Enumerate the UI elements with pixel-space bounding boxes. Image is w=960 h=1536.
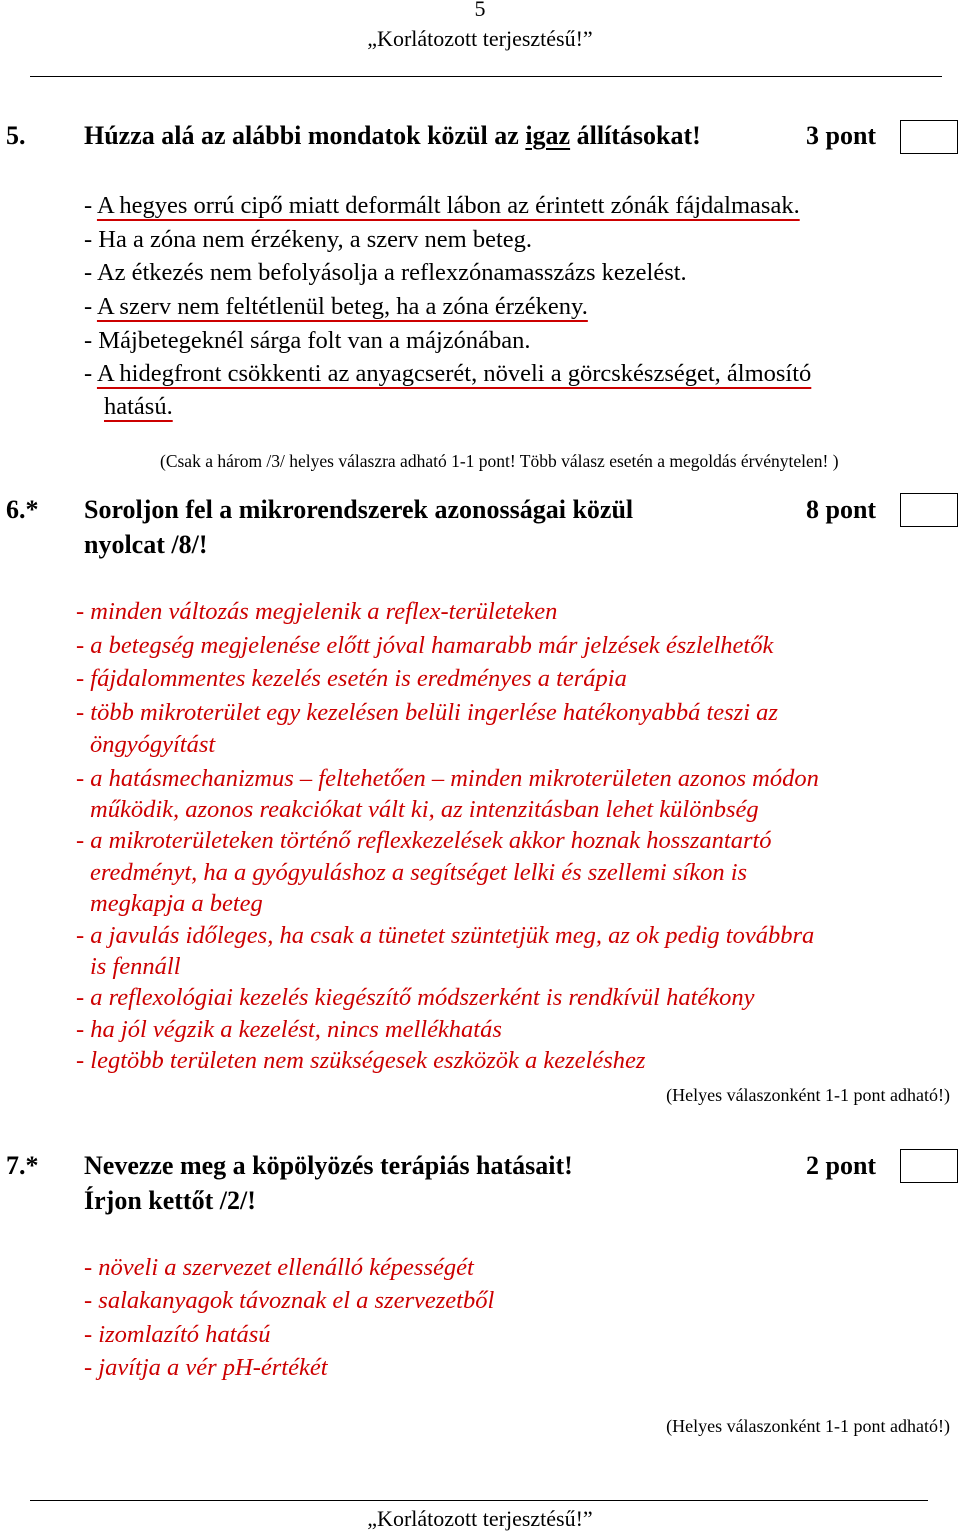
q5-statement-continuation: hatású. — [104, 393, 173, 420]
q7-title-line2: Írjon kettőt /2/! — [84, 1186, 256, 1215]
q7-answer-line: - növeli a szervezet ellenálló képességét — [84, 1254, 474, 1281]
q6-score-box[interactable] — [900, 493, 958, 527]
header-restricted-notice: „Korlátozott terjesztésű!” — [367, 26, 593, 51]
q6-title-line2: nyolcat /8/! — [84, 530, 208, 559]
q5-title-key: igaz — [525, 121, 571, 150]
q6-answer-line: - több mikroterület egy kezelésen belüli ingerlése hatékonyabbá teszi az — [76, 699, 778, 726]
q7-answer-line: - javítja a vér pH-értékét — [84, 1354, 328, 1381]
q6-points: 8 pont — [806, 495, 877, 524]
q5-statement: - A hegyes orrú cipő miatt deformált lábon az érintett zónák fájdalmasak. — [84, 192, 800, 219]
q5-statement: - Májbetegeknél sárga folt van a májzónában. — [84, 327, 531, 354]
q6-answer-line: - a hatásmechanizmus – feltehetően – minden mikroterületen azonos módon — [76, 765, 819, 792]
q7-score-box[interactable] — [900, 1149, 958, 1183]
q6-number: 6.* — [6, 495, 39, 524]
q7-answer-line: - salakanyagok távoznak el a szervezetből — [84, 1287, 495, 1314]
q5-statement: - Az étkezés nem befolyásolja a reflexzónamasszázs kezelést. — [84, 259, 687, 286]
q7-number: 7.* — [6, 1151, 39, 1180]
q6-answer-line: - legtöbb területen nem szükségesek eszközök a kezeléshez — [76, 1047, 646, 1074]
q5-title-after: állításokat! — [570, 121, 701, 150]
q5-statement: - A szerv nem feltétlenül beteg, ha a zóna érzékeny. — [84, 293, 588, 320]
q6-answer-line: öngyógyítást — [90, 731, 216, 758]
header-rule — [30, 76, 942, 77]
q7-note: (Helyes válaszonként 1-1 pont adható!) — [666, 1416, 950, 1436]
q5-statement: - A hidegfront csökkenti az anyagcserét, növeli a görcskészséget, álmosító — [84, 360, 812, 387]
q7-answer-line: - izomlazító hatású — [84, 1321, 271, 1348]
footer-rule — [30, 1500, 928, 1501]
q5-title-before: Húzza alá az alábbi mondatok közül az — [84, 121, 526, 150]
footer-restricted-notice: „Korlátozott terjesztésű!” — [367, 1506, 593, 1531]
q6-answer-line: - a javulás időleges, ha csak a tünetet szüntetjük meg, az ok pedig továbbra — [76, 922, 815, 949]
q6-answer-line: működik, azonos reakciókat vált ki, az intenzitásban lehet különbség — [90, 796, 759, 823]
q6-answer-line: megkapja a beteg — [90, 890, 263, 917]
page-number: 5 — [474, 0, 486, 21]
q6-answer-line: is fennáll — [90, 953, 181, 980]
q6-answer-line: - a reflexológiai kezelés kiegészítő módszerként is rendkívül hatékony — [76, 984, 755, 1011]
q6-answer-line: - fájdalommentes kezelés esetén is eredményes a terápia — [76, 665, 627, 692]
q5-points: 3 pont — [806, 121, 877, 150]
q5-title — [84, 121, 701, 151]
q6-answer-line: - a betegség megjelenése előtt jóval hamarabb már jelzések észlelhetők — [76, 632, 774, 659]
q6-answer-line: - ha jól végzik a kezelést, nincs mellékhatás — [76, 1016, 502, 1043]
q5-statement: - Ha a zóna nem érzékeny, a szerv nem beteg. — [84, 226, 533, 253]
q5-note: (Csak a három /3/ helyes válaszra adható 1-1 pont! Több válasz esetén a megoldás érvénytelen! ) — [160, 451, 839, 471]
q6-answer-line: - a mikroterületeken történő reflexkezelések akkor hoznak hosszantartó — [76, 827, 772, 854]
q6-note: (Helyes válaszonként 1-1 pont adható!) — [666, 1085, 950, 1105]
q5-score-box[interactable] — [900, 120, 958, 154]
q6-answer-line: eredményt, ha a gyógyuláshoz a segítséget lelki és szellemi síkon is — [90, 859, 748, 886]
q6-answer-line: - minden változás megjelenik a reflex-területeken — [76, 598, 558, 625]
q5-number: 5. — [6, 121, 26, 150]
q7-title-line1: Nevezze meg a köpölyözés terápiás hatásait! — [84, 1151, 573, 1180]
q7-points: 2 pont — [806, 1151, 877, 1180]
q6-title-line1: Soroljon fel a mikrorendszerek azonosságai közül — [84, 495, 634, 524]
